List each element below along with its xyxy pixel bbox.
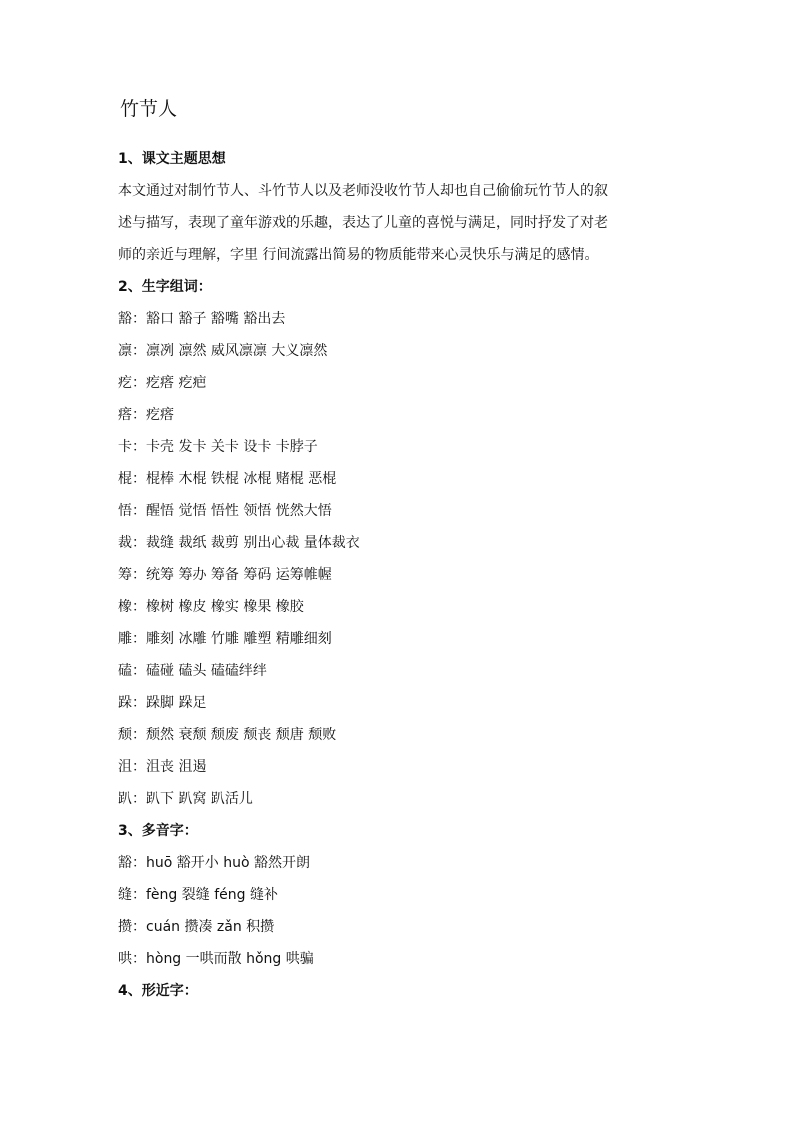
section-new-words [118, 271, 678, 815]
polyphonic-item: 攒：cuán 攒凑 zǎn 积攒 [118, 919, 275, 935]
section-heading: 1、课文主题思想 [118, 151, 226, 167]
section-heading: 3、多音字： [118, 823, 198, 839]
vocab-item: 橡：橡树 橡皮 橡实 橡果 橡胶 [118, 599, 304, 615]
section-theme [118, 143, 678, 271]
section-heading: 2、生字组词： [118, 279, 212, 295]
document-title: 竹节人 [120, 98, 178, 120]
paragraph-line: 本文通过对制竹节人、斗竹节人以及老师没收竹节人却也自己偷偷玩竹节人的叙 [118, 183, 608, 199]
vocab-item: 雕：雕刻 冰雕 竹雕 雕塑 精雕细刻 [118, 631, 332, 647]
vocab-item: 豁：豁口 豁子 豁嘴 豁出去 [118, 311, 286, 327]
polyphonic-item: 豁：huō 豁开小 huò 豁然开朗 [118, 855, 310, 871]
vocab-item: 裁：裁缝 裁纸 裁剪 别出心裁 量体裁衣 [118, 535, 360, 551]
vocab-item: 疙：疙瘩 疙疤 [118, 375, 207, 391]
vocab-item: 卡：卡壳 发卡 关卡 设卡 卡脖子 [118, 439, 318, 455]
document-content [118, 143, 678, 1007]
section-polyphonic [118, 815, 678, 975]
vocab-item: 悟：醒悟 觉悟 悟性 领悟 恍然大悟 [118, 503, 332, 519]
vocab-item: 棍：棍棒 木棍 铁棍 冰棍 赌棍 恶棍 [118, 471, 337, 487]
vocab-item: 趴：趴下 趴窝 趴活儿 [118, 791, 253, 807]
paragraph-line: 述与描写，表现了童年游戏的乐趣，表达了儿童的喜悦与满足，同时抒发了对老 [118, 215, 608, 231]
vocab-item: 磕：磕碰 磕头 磕磕绊绊 [118, 663, 267, 679]
vocab-item: 跺：跺脚 跺足 [118, 695, 207, 711]
vocab-item: 沮：沮丧 沮遏 [118, 759, 207, 775]
paragraph-line: 师的亲近与理解，字里 行间流露出简易的物质能带来心灵快乐与满足的感情。 [118, 247, 599, 263]
vocab-item: 凛：凛冽 凛然 威风凛凛 大义凛然 [118, 343, 328, 359]
polyphonic-item: 哄：hòng 一哄而散 hǒng 哄骗 [118, 951, 314, 967]
vocab-item: 筹：统筹 筹办 筹备 筹码 运筹帷幄 [118, 567, 332, 583]
section-heading: 4、形近字： [118, 983, 198, 999]
section-similar-chars [118, 975, 678, 1007]
vocab-item: 颓：颓然 衰颓 颓废 颓丧 颓唐 颓败 [118, 727, 337, 743]
vocab-item: 瘩：疙瘩 [118, 407, 174, 423]
polyphonic-item: 缝：fèng 裂缝 féng 缝补 [118, 887, 278, 903]
